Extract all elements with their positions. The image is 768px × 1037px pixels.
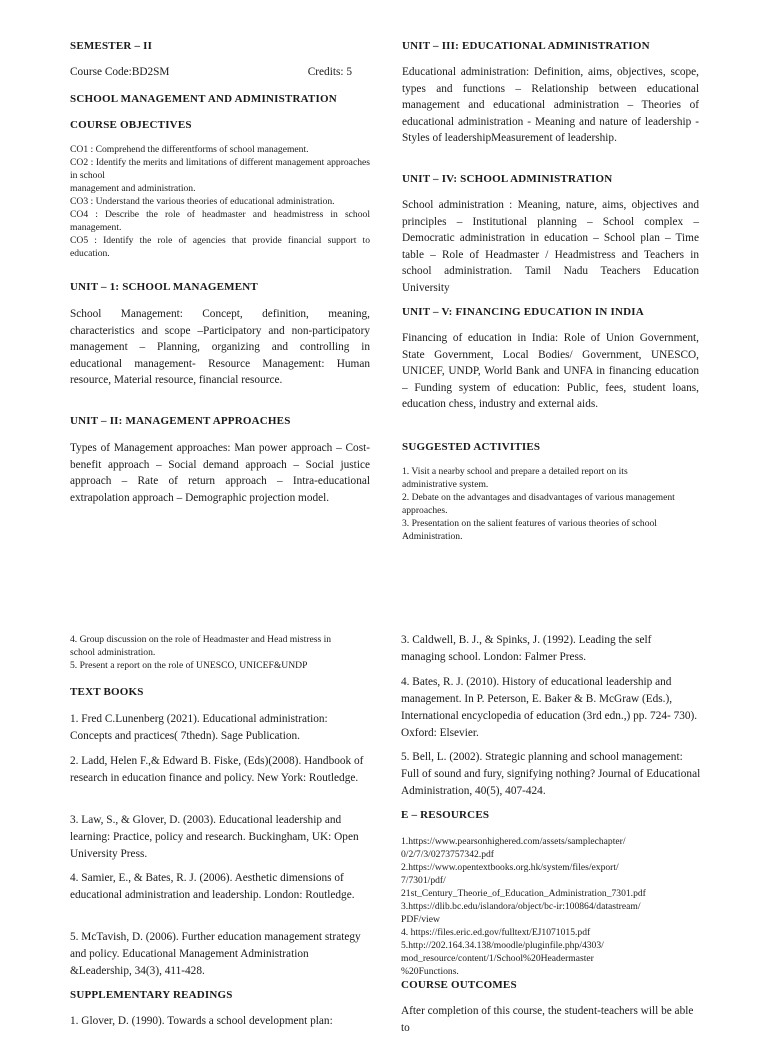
- objective-item: CO3 : Understand the various theories of educational administration.: [70, 196, 335, 207]
- objectives-heading: COURSE OBJECTIVES: [70, 119, 192, 131]
- objective-item: management and administration.: [70, 183, 196, 194]
- supplementary-heading: SUPPLEMENTARY READINGS: [70, 989, 233, 1001]
- credits: Credits: 5: [307, 66, 352, 78]
- eresource-link[interactable]: mod_resource/content/1/School%20Headermaster: [401, 953, 594, 964]
- objective-item: CO4 : Describe the role of headmaster and headmistress in school management.: [70, 209, 370, 233]
- eresource-link[interactable]: PDF/view: [401, 914, 440, 925]
- textbook-item: 1. Fred C.Lunenberg (2021). Educational administration: Concepts and practices( 7thedn). Sage Publication.: [70, 713, 328, 742]
- objectives-list: [70, 143, 370, 260]
- unit3-text: Educational administration: Definition, aims, objectives, scope, types and functions – Relationship between educational management and educational administration – Theories of educational administration - Meaning and nature of leadership - Styles of leadershipMeasurement of leadership.: [402, 66, 699, 145]
- unit1-heading: UNIT – 1: SCHOOL MANAGEMENT: [70, 281, 258, 293]
- course-code-row: [70, 66, 370, 78]
- eresource-link[interactable]: 21st_Century_Theorie_of_Education_Administration_7301.pdf: [401, 888, 646, 899]
- activity-item: 5. Present a report on the role of UNESCO, UNICEF&UNDP: [70, 660, 308, 671]
- textbook-item: 3. Law, S., & Glover, D. (2003). Educational leadership and learning: Practice, policy and research. Buckingham, UK: Open University Press.: [70, 814, 359, 860]
- outcomes-heading: COURSE OUTCOMES: [401, 979, 517, 991]
- textbook-item: 5. McTavish, D. (2006). Further education management strategy and policy. Educational Management Administration &Leadership, 34(3), 411-428.: [70, 931, 361, 977]
- textbook-item: 2. Ladd, Helen F.,& Edward B. Fiske, (Eds)(2008). Handbook of research in education finance and policy. New York: Routledge.: [70, 755, 364, 784]
- eresource-link[interactable]: 2.https://www.opentextbooks.org.hk/system/files/export/: [401, 862, 619, 873]
- reference-item: 5. Bell, L. (2002). Strategic planning and school management: Full of sound and fury, signifying nothing? Journal of Educational Administration, 40(5), 407-424.: [401, 751, 701, 797]
- textbooks-heading: TEXT BOOKS: [70, 686, 144, 698]
- eresources-list: [401, 835, 701, 978]
- eresource-link[interactable]: 5.http://202.164.34.138/moodle/pluginfile.php/4303/: [401, 940, 604, 951]
- unit2-heading: UNIT – II: MANAGEMENT APPROACHES: [70, 415, 291, 427]
- eresource-link[interactable]: 0/2/7/3/0273757342.pdf: [401, 849, 495, 860]
- eresource-link[interactable]: 1.https://www.pearsonhighered.com/assets/samplechapter/: [401, 836, 626, 847]
- unit2-text: Types of Management approaches: Man power approach – Cost-benefit approach – Social demand approach – Social justice approach – Rate of return approach – Intra-educational extrapolation approach – Demographic projection model.: [70, 442, 370, 504]
- unit5-text: Financing of education in India: Role of Union Government, State Government, Local Bodies/ Government, UNESCO, UNICEF, UNDP, World Bank and UNFA in financing education – Funding system of education: Public, fees, student loans, education chess, industry and external aids.: [402, 332, 699, 411]
- eresource-link[interactable]: %20Functions.: [401, 966, 459, 977]
- activity-item: 3. Presentation on the salient features of various theories of school Administration.: [402, 518, 657, 542]
- course-code: Course Code:BD2SM: [70, 66, 170, 78]
- unit1-text: School Management: Concept, definition, meaning, characteristics and scope –Participatory and non-participatory management – Planning, organizing and controlling in educational management- Resource Management: Human resource, Material resource, financial resource.: [70, 308, 370, 387]
- unit4-heading: UNIT – IV: SCHOOL ADMINISTRATION: [402, 173, 613, 185]
- textbook-item: 4. Samier, E., & Bates, R. J. (2006). Aesthetic dimensions of educational administration and leadership. London: Routledge.: [70, 872, 355, 901]
- eresource-link[interactable]: 3.https://dlib.bc.edu/islandora/object/bc-ir:100864/datastream/: [401, 901, 641, 912]
- semester-heading: SEMESTER – II: [70, 40, 153, 52]
- outcomes-text: After completion of this course, the student-teachers will be able to: [401, 1005, 694, 1034]
- eresource-link[interactable]: 7/7301/pdf/: [401, 875, 446, 886]
- reference-item: 3. Caldwell, B. J., & Spinks, J. (1992). Leading the self managing school. London: Falmer Press.: [401, 634, 652, 663]
- reference-item: 4. Bates, R. J. (2010). History of educational leadership and management. In P. Peterson, E. Baker & B. McGraw (Eds.), International encyclopedia of education (3rd edn.,) pp. 724- 730). Oxford: Elsevier.: [401, 676, 698, 739]
- supplementary-item: 1. Glover, D. (1990). Towards a school development plan:: [70, 1015, 333, 1027]
- unit5-heading: UNIT – V: FINANCING EDUCATION IN INDIA: [402, 306, 644, 318]
- eresource-link[interactable]: 4. https://files.eric.ed.gov/fulltext/EJ1071015.pdf: [401, 927, 591, 938]
- activities-continued: [70, 633, 358, 672]
- activity-item: 2. Debate on the advantages and disadvantages of various management approaches.: [402, 492, 675, 516]
- unit4-text: School administration : Meaning, nature, aims, objectives and principles – Institutional planning – School complex – Democratic administration in education – School plan – Time table – Role of Headmaster / Headmistress and Teachers in school administration. Tamil Nadu Teachers Education University: [402, 199, 699, 294]
- activities-heading: SUGGESTED ACTIVITIES: [402, 441, 541, 453]
- objective-item: CO5 : Identify the role of agencies that provide financial support to education.: [70, 235, 370, 259]
- objective-item: CO1 : Comprehend the differentforms of school management.: [70, 144, 309, 155]
- activity-item: 1. Visit a nearby school and prepare a detailed report on its administrative system.: [402, 466, 628, 490]
- eresources-heading: E – RESOURCES: [401, 809, 490, 821]
- activities-list: [402, 465, 677, 543]
- objective-item: CO2 : Identify the merits and limitations of different management approaches in school: [70, 157, 370, 181]
- course-title: SCHOOL MANAGEMENT AND ADMINISTRATION: [70, 93, 337, 105]
- unit3-heading: UNIT – III: EDUCATIONAL ADMINISTRATION: [402, 40, 650, 52]
- activity-item: 4. Group discussion on the role of Headmaster and Head mistress in school administration.: [70, 634, 332, 658]
